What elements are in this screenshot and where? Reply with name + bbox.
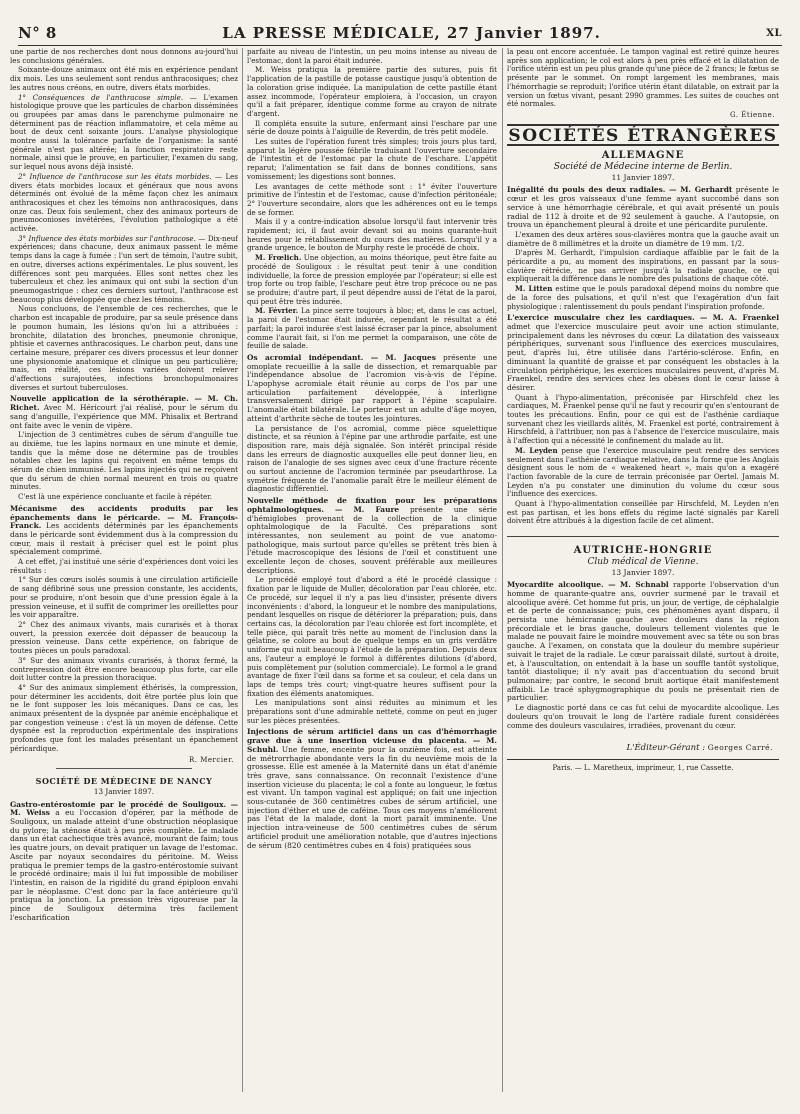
paragraph: Les manipulations sont ainsi réduites au minimum et les préparations sont d'une admirable netteté, comme on peut en juger sur les pièces présentées. (247, 698, 497, 725)
speaker-name: M. Leyden (515, 445, 558, 455)
society-name: Société de Médecine interne de Berlin. (553, 162, 733, 173)
paragraph-text: présente le cœur et les gros vaisseaux d'une femme ayant succombé dans son service à une hémorrhagie cérébrale, et qui avait présenté un pouls radial de 112 à droite et de 92 seulement à gauche. A l'autopsie, on trouva un épanchement pleural à droite et une péricardite purulente. (507, 185, 779, 230)
page-number: XL (766, 27, 782, 39)
paragraph-text: présente une omoplate recueillie à la salle de dissection, et remarquable par l'indépendance absolue de l'acromion vis-à-vis de l'épine. L'apophyse acromiale était réunie au corps de l'os par une articulation parfaitement développée, à interligne transversalement dirigé par rapport à l'épine scapulaire. L'anomalie était bilatérale. Le porteur est un adulte d'âge moyen, atteint d'arthrite sèche de toutes les jointures. (247, 352, 497, 423)
paragraph: Quant à l'hypo-alimentation conseillée par Hirschfeld, M. Leyden n'en est pas partisan, et les bons effets du régime lacté signalés par Karell doivent être attribués à la digestion facile de cet aliment. (507, 499, 779, 526)
article-author: — M. Schuhl. (247, 736, 497, 754)
paragraph: M. Weiss pratiqua la première partie des sutures, puis fit l'application de la pastille de potasse caustique jusqu'à obtention de la coloration grise indiquée. La manipulation de cette pastille étant assez incommode, l'opérateur emploiera, à l'occasion, un crayon qu'il a fait préparer, identique comme forme au crayon de nitrate d'argent. (247, 65, 497, 118)
article-heading (507, 186, 779, 230)
article-author: — M. Faure (323, 504, 400, 514)
paragraph-text: — Dix-neuf expériences; dans chacune, deux animaux passent le même temps dans la cage à fumée : l'un sert de témoin, l'autre subit, en outre, diverses actions expérimentales. Le plus souvent, les différences sont peu marquées. Elles sont nettes chez les tuberculeux et chez les animaux qui ont subi la section d'un pneumogastrique : chez ces derniers surtout, l'anthracose est beaucoup plus développée que chez les témoins. (10, 233, 238, 304)
paragraph-text: Une objection, au moins théorique, peut être faite au procédé de Souligoux : le résultat peut tenir à une condition individuelle, la force de pression employée par l'opérateur; si elle est trop forte ou trop faible, l'eschare peut être trop précoce ou ne pas se produire; d'autre part, il peut dépendre aussi de l'état de la paroi, qui peut être très indurée. (247, 253, 497, 306)
article-heading (10, 395, 238, 430)
article-heading (247, 497, 497, 575)
subsection-heading: 2° Influence de l'anthracose sur les états morbides. (18, 171, 212, 181)
paragraph-text: — Les divers états morbides locaux et généraux que nous avons déterminés ont évolué de la même façon chez les animaux anthracosiques et chez les témoins non anthracosiques, dans onze cas. Deux fois seulement, chez des animaux porteurs de pneumoconioses invétérées, l'évolution pathologique a été activée. (10, 171, 238, 234)
paragraph: Soixante-douze animaux ont été mis en expérience pendant dix mois. Les uns seulement sont rendus anthracosiques; chez les autres nous créons, en outre, divers états morbides. (10, 65, 238, 92)
article-title: Inégalité du pouls des deux radiales. (507, 185, 666, 195)
country-section (507, 536, 779, 577)
column-divider (242, 48, 243, 1092)
article-title: L'exercice musculaire chez les cardiaques. (507, 313, 695, 323)
speaker-name: M. Février. (255, 306, 299, 316)
speaker-name: M. Frœlich. (255, 253, 302, 263)
editor-label: L'Éditeur-Gérant : (626, 743, 706, 754)
paragraph (10, 94, 238, 172)
country-heading: ALLEMAGNE (601, 150, 685, 162)
article-author: — M. Gerhardt (665, 185, 733, 195)
author-signature: R. Mercier. (189, 755, 234, 764)
paragraph: C'est là une expérience concluante et facile à répéter. (18, 492, 213, 502)
column-1 (10, 48, 238, 1092)
paragraph-text: admet que l'exercice musculaire peut avoir une action stimulante, principalement dans les névroses du cœur. La dilatation des vaisseaux périphériques, survenant sous l'influence des exercices musculaires, peut, d'après lui, être utilisée dans l'artério-sclérose. Enfin, en diminuant la quantité de graisse et par conséquent les obstacles à la circulation périphérique, les exercices musculaires peuvent, d'après M. Fraenkel, rendre des services chez les obèses dont le cœur laisse à désirer. (507, 321, 779, 392)
paragraph: Il compléta ensuite la suture, enfermant ainsi l'eschare par une série de douze points à l'aiguille de Reverdin, de très petit modèle. (247, 118, 497, 137)
header-rule (18, 45, 782, 46)
paragraph-text: — L'examen histologique prouve que les particules de charbon disséminées ou groupées par amas dans le parenchyme pulmonaire ne déterminent pas de réaction inflammatoire, et cela même au bout de deux cent soixante jours. L'analyse physiologique montre aussi la tolérance parfaite de l'organisme: la santé générale n'est pas altérée; la fonction respiratoire reste normale, ainsi que le prouve, en particulier, l'examen du sang, sur lequel nous avons déjà insisté. (10, 92, 238, 172)
editor-name: Georges Carré. (707, 743, 773, 753)
society-name: Club médical de Vienne. (587, 556, 699, 567)
paragraph: Quant à l'hypo-alimentation, préconisée par Hirschfeld chez les cardiaques, M. Fraenkel pense qu'il ne faut y recourir qu'en s'entourant de toutes les précautions. Enfin, pour ce qui est de l'asthénie cardiaque survenant chez les vieillards alités, M. Fraenkel est porté, contrairement à Hirschfeld, à l'attribuer, non pas à l'absence de l'exercice musculaire, mais à l'affection qui a nécessité le confinement du malade au lit. (507, 392, 779, 446)
article-author: — M. Weiss (10, 799, 238, 818)
paragraph: Les avantages de cette méthode sont : 1° éviter l'ouverture primitive de l'intestin et de l'estomac, cause d'infection péritonéale; 2° l'ouverture secondaire, alors que les adhérences ont eu le temps de se former. (247, 181, 497, 217)
paragraph: Le diagnostic porté dans ce cas fut celui de myocardite alcoolique. Les douleurs qu'on trouvait le long de l'artère radiale furent considérées comme des douleurs vasculaires, irradiées, provenant du cœur. (507, 703, 779, 730)
paragraph (247, 254, 497, 306)
paragraph-text: estime que le pouls paradoxal dépend moins du nombre que de la force des pulsations, et qu'il n'est que l'exagération d'un fait physiologique : ralentissement du pouls pendant l'inspiration profonde. (507, 284, 779, 311)
paragraph: Mais il y a contre-indication absolue lorsqu'il faut intervenir très rapidement; ici, il faut avoir devant soi au moins quarante-huit heures pour le rétablissement du cours des matières. Lorsqu'il y a grande urgence, le bouton de Murphy reste le procédé de choix. (247, 217, 497, 253)
country-heading: AUTRICHE-HONGRIE (573, 545, 713, 557)
section-rule (56, 768, 193, 769)
article-title: Mécanisme des accidents produits par les épanchements dans le péricarde. (10, 503, 238, 522)
article-author: — M. Jacques (363, 352, 436, 362)
meeting-date: 11 Janvier 1897. (611, 172, 675, 182)
article-author: — M. Schnabl (603, 580, 669, 590)
article-title: Injections de sérum artificiel dans un cas d'hémorrhagie grave due à une insertion vicieuse du placenta. (247, 727, 497, 746)
article-author: — M. Ch. Richet. (10, 394, 238, 413)
subsection-heading: 3° Influence des états morbides sur l'anthracose. (18, 233, 196, 243)
journal-title: LA PRESSE MÉDICALE, 27 Janvier 1897. (222, 24, 601, 42)
paragraph: Nous concluons, de l'ensemble de ces recherches, que le charbon est incapable de produire, par sa seule présence dans le poumon humain, les lésions qu'on lui a attribuées : bronchite, dilatation des bronches, pneumonie chronique, phtisie et cavernes anthracosiques. Le charbon peut, dans une certaine mesure, préparer ces divers processus et leur donner une physionomie anatomique et clinique un peu particulière; mais, en réalité, ces lésions variées doivent relever d'affections surajoutées, infections bronchopulmonaires diverses et surtout tuberculoses. (10, 304, 238, 392)
paragraph (507, 447, 779, 499)
article-author: — M. A. Fraenkel (694, 313, 779, 323)
article-heading (507, 581, 779, 703)
paragraph: L'examen des deux artères sous-clavières montra que la gauche avait un diamètre de 8 millimètres et la droite un diamètre de 19 mm. 1/2. (507, 229, 779, 248)
paragraph: Les suites de l'opération furent très simples; trois jours plus tard, apparut la légère poussée fébrile traduisant l'ouverture secondaire de l'intestin et de l'estomac par la chute de l'eschare. L'appétit reparut; l'alimentation se fait dans de bonnes conditions, sans vomissement; les digestions sont bonnes. (247, 137, 497, 181)
section-title: SOCIÉTÉ DE MÉDECINE DE NANCY (35, 776, 213, 787)
paragraph-text: Avec M. Héricourt j'ai réalisé, pour le sérum du sang d'anguille, l'expérience que MM. Phisalix et Bertrand ont faite avec le venin de vipère. (10, 403, 238, 430)
paragraph-text: Les accidents déterminés par les épanchements dans le péricarde sont évidemment dus à la compression du cœur, mais il restait à préciser quel est le point plus spécialement comprimé. (10, 521, 238, 557)
article-title: Nouvelle méthode de fixation pour les préparations ophtalmologiques. (247, 496, 497, 514)
article-author: — M. François-Franck. (10, 512, 238, 531)
article-heading (10, 801, 238, 923)
article-title: Os acromial indépendant. (247, 352, 364, 362)
article-heading (247, 354, 497, 424)
paragraph: 1° Sur des cœurs isolés soumis à une circulation artificielle de sang défibriné sous une pression constante, les accidents, pour se produire, n'ont besoin que d'une pression égale à la pression veineuse, et il suffit de comprimer les oreillettes pour les voir apparaître. (10, 575, 238, 620)
column-2 (247, 48, 497, 1092)
paragraph-text: rapporte l'observation d'un homme de quarante-quatre ans, ouvrier surmené par le travail et alcoolique avéré. Cet homme fut pris, un jour, de vertige, de céphalalgie et de perte de connaissance; puis, ces phénomènes ayant disparu, il persista une hémicranie gauche avec douleurs dans la région précordiale et le bras gauche, douleurs tellement violentes que le malade ne pouvait faire le moindre mouvement avec sa tête ou son bras gauche. A l'examen, on constata que la douleur du membre supérieur suivait le trajet de la radiale. Le cœur paraissait dilaté, surtout à droite, et, à l'auscultation, on entendait à la base un souffle tantôt systolique, tantôt diastolique; il n'y avait pas d'accentuation du second bruit pulmonaire; par contre, le second bruit aortique était manifestement affaibli. Le tracé sphygmographique du pouls ne présentait rien de particulier. (507, 580, 779, 703)
paragraph (10, 235, 238, 305)
paragraph: L'injection de 3 centimètres cubes de sérum d'anguille tue au dixième, tue les lapins normaux en une minute et demie, tandis que la même dose ne détermine pas de troubles notables chez les lapins qui reçoivent en même temps du sérum de chien immunisé. Les lapins injectés qui ne reçoivent que du sérum de chien normal meurent en trois ou quatre minutes. (10, 430, 238, 492)
paragraph-text: pense que l'exercice musculaire peut rendre des services seulement dans l'asthénie cardiaque relative, dans la forme que les Anglais désignent sous le nom de « weakened heart », mais qu'on a exagéré l'action favorable de la cure de terrain préconisée par Oertel. Jamais M. Leyden n'a pu constater une diminution du volume du cœur sous l'influence des exercices. (507, 445, 779, 499)
section-banner: SOCIÉTÉS ÉTRANGÈRES (508, 125, 778, 146)
paragraph: 4° Sur des animaux simplement éthérisés, la compression, pour déterminer les accidents, doit être portée plus loin que ne le font supposer les lois mécaniques. Dans ce cas, les animaux présentent de la dyspnée par anémie encéphalique et par congestion veineuse : c'est là un moyen de défense. Cette dyspnée est la reproduction expérimentale des inspirations profondes que font les malades présentant un épanchement péricardique. (10, 682, 238, 753)
paragraph-text: La pince serre toujours à bloc; et, dans le cas actuel, la paroi de l'estomac était indurée, cependant le résultat a été parfait; la paroi indurée s'est laissé écraser par la pince, absolument comme l'aurait fait, si l'on me permet la comparaison, une côte de feuille de salade. (247, 306, 497, 351)
speaker-name: M. Litten (515, 284, 553, 294)
paragraph: 2° Chez des animaux vivants, mais curarisés et à thorax ouvert, la pression exercée doit dépasser de beaucoup la pression veineuse. Dans cette expérience, on fabrique de toutes pièces un pouls paradoxal. (10, 620, 238, 656)
column-3 (507, 48, 779, 1092)
author-signature: G. Étienne. (730, 110, 775, 119)
paragraph: une partie de nos recherches dont nous donnons au-jourd'hui les conclusions générales. (10, 48, 238, 65)
paragraph: parfaite au niveau de l'intestin, un peu moins intense au niveau de l'estomac, dont la paroi était indurée. (247, 48, 497, 65)
section-date: 13 Janvier 1897. (93, 786, 155, 796)
editor-line (507, 744, 773, 753)
article-title: Nouvelle application de la sérothérapie. (10, 394, 189, 404)
paragraph: D'après M. Gerhardt, l'impulsion cardiaque affaiblie par le fait de la péricardite a pu, au moment des inspirations, en passant par la sous-clavière rétrécie, ne pas arriver jusqu'à la radiale gauche, ce qui expliquerait la différence dans le nombre des pulsations de chaque côté. (507, 248, 779, 284)
paragraph: 3° Sur des animaux vivants curarisés, à thorax fermé, la contrepression doit être encore beaucoup plus forte, car elle doit lutter contre la pression thoracique. (10, 655, 238, 683)
paragraph: Le procédé employé tout d'abord a été le procédé classique : fixation par le liquide de Muller, décoloration par l'eau chlorée, etc. Ce procédé, sur lequel il n'y a pas lieu d'insister, présente divers inconvénients : d'abord, la longueur et le nombre des manipulations, pendant lesquelles on risque de détériorer la préparation; puis, dans certains cas, la décoloration par l'eau chlorée est fort incomplète, et telle pièce, qui paraît très nette au moment de l'inclusion dans la gélatine, se colore au bout de quelque temps en un gris verdâtre uniforme qui nuit beaucoup à l'étude de la préparation. Depuis deux ans, l'auteur a employé le formol à différentes dilutions (d'abord, puis complètement pur (solution commerciale). Le formol a le grand avantage de fixer l'œil dans sa forme et sa couleur, et cela dans un laps de temps très court; vingt-quatre heures suffisent pour la fixation des éléments anatomiques. (247, 575, 497, 698)
printer-imprint: Paris. — L. Maretheux, imprimeur, 1, rue Cassette. (507, 759, 779, 773)
paragraph (507, 285, 779, 311)
paragraph: la peau ont encore accentuée. Le tampon vaginal est retiré quinze heures après son application; le col est alors à peu près effacé et la dilatation de l'orifice utérin est un peu plus grande qu'une pièce de 2 francs; le fœtus se présente par le sommet. On rompt largement les membranes, mais l'hémorrhagie se reproduit; l'orifice utérin étant dilatable, on extrait par la version un fœtus vivant, pesant 2990 grammes. Les suites de couches ont été normales. (507, 48, 779, 109)
article-heading (507, 314, 779, 392)
article-title: Myocardite alcoolique. (507, 580, 604, 590)
subsection-heading: 1° Conséquences de l'anthracose simple. (18, 92, 184, 102)
paragraph-text: a eu l'occasion d'opérer, par la méthode de Souligoux, un malade atteint d'une obstruction néoplasique du pylore; la sténose était à peu près complète. Le malade dans un état cachectique très avancé, mourant de faim; tous les quatre jours, on devait pratiquer un lavage de l'estomac. Ascite par noyaux secondaires du péritoine. M. Weiss pratiqua le premier temps de la gastro-entérostomie suivant le procédé ordinaire; mais il lui fut impossible de mobiliser l'intestin, en raison de la rigidité du grand épiploon envahi par le néoplasme. C'est donc par la face antérieure qu'il pratiqua la jonction. La pression très vigoureuse par la pince de Souligoux détermina très facilement l'escharification (10, 808, 238, 922)
paragraph (10, 173, 238, 234)
paragraph-text: Une femme, enceinte pour la onzième fois, est atteinte de métrorrhagie abondante vers la fin du neuvième mois de la grossesse. Elle est amenée à la Maternité dans un état d'anémie très grave, sans connaissance. On reconnaît l'existence d'une insertion vicieuse du placenta; le col a fonte au longueur, le fœtus est vivant. Un tampon vaginal est appliqué; on fait une injection sous-cutanée de 360 centimètres cubes de sérum artificiel, une injection d'éther et une de caféine. Tous ces moyens n'améliorent pas l'état de la malade, dont la mort paraît imminente. Une injection intra-veineuse de 500 centimètres cubes de sérum artificiel produit une amélioration notable, que d'autres injections de sérum (820 centimètres cubes en 4 fois) pratiquées sous (247, 744, 497, 850)
article-heading (10, 505, 238, 557)
article-heading (247, 728, 497, 850)
paragraph (247, 307, 497, 351)
meeting-date: 13 Janvier 1897. (611, 567, 675, 577)
article-title: Gastro-entérostomie par le procédé de Souligoux. (10, 799, 227, 809)
column-divider (502, 48, 503, 1092)
paragraph-text: présente une série d'hémiglobes provenant de la collection de la clinique ophtalmologique de la Faculté. Ces préparations sont intéressantes, non seulement au point de vue anatomo-pathologique, mais surtout parce qu'elles se prêtent très bien à l'étude macroscopique des lésions de l'œil et constituent une excellente leçon de choses, souvent préférable aux meilleures descriptions. (247, 504, 497, 575)
issue-number: N° 8 (18, 24, 57, 42)
paragraph: La persistance de l'os acromial, comme pièce squelettique distincte, et sa réunion à l'épine par une arthrodie parfaite, est une disposition rare, mais déjà signalée. Son intérêt principal réside dans les erreurs de diagnostic auxquelles elle peut donner lieu, en raison de l'analogie de ses signes avec ceux d'une fracture récente ou surtout ancienne de l'acromion terminée par pseudarthrose. La symétrie fréquente de l'anomalie paraît être le meilleur élément de diagnostic différentiel. (247, 423, 497, 494)
page-header (18, 22, 782, 44)
paragraph: A cet effet, j'ai institué une série d'expériences dont voici les résultats : (10, 557, 238, 575)
